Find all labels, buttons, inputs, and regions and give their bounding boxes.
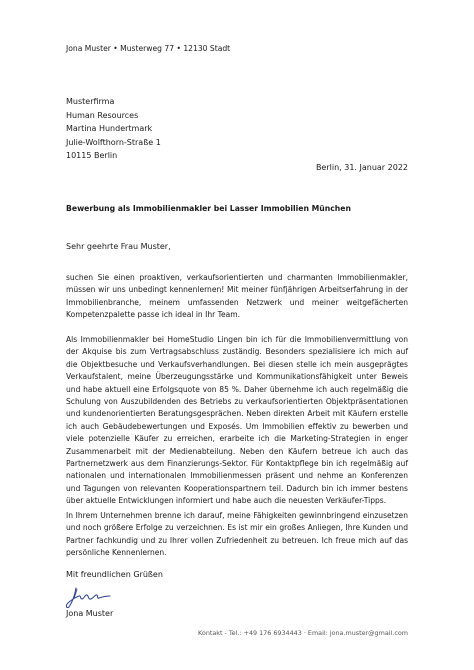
recipient-department: Human Resources xyxy=(66,110,139,120)
handwritten-signature xyxy=(64,585,114,611)
letter-subject: Bewerbung als Immobilienmakler bei Lasser Immobilien München xyxy=(66,204,351,213)
sender-address-line: Jona Muster • Musterweg 77 • 12130 Stadt xyxy=(66,44,231,53)
recipient-street: Julie-Wolfthorn-Straße 1 xyxy=(66,137,161,147)
salutation: Sehr geehrte Frau Muster, xyxy=(66,242,171,251)
closing-phrase: Mit freundlichen Grüßen xyxy=(66,570,163,579)
body-paragraph-outlook: In Ihrem Unternehmen brenne ich darauf, meine Fähigkeiten gewinnbringend einzusetzen und noch größere Erfolge zu verzeichnen. Es ist mir ein großes Anliegen, Ihre Kunden und Partner fachkundig und zu Ihrer vollen Zufriedenheit zu betreuen. Ich freue mich auf das persönliche Kennenlernen. xyxy=(66,511,408,558)
letter-date: Berlin, 31. Januar 2022 xyxy=(315,163,408,172)
recipient-contact: Martina Hundertmark xyxy=(66,124,153,134)
recipient-address-block xyxy=(66,95,161,163)
body-paragraph-intro: suchen Sie einen proaktiven, verkaufsorientierten und charmanten Immobilienmakler, müssen wir uns unbedingt kennenlernen! Mit meiner fünfjährigen Arbeitserfahrung in der Immobilienbranche, meinem umfassenden Netzwerk und meiner weitgefächerten Kompetenzpalette passe ich ideal in Ihr Team. xyxy=(66,273,408,320)
recipient-company: Musterfirma xyxy=(66,97,115,106)
signer-name: Jona Muster xyxy=(66,609,114,618)
body-paragraph-experience: Als Immobilienmakler bei HomeStudio Lingen bin ich für die Immobilienvermittlung von der Akquise bis zum Vertragsabschluss zuständig. Besonders spezialisiere ich mich auf die Objektbesuche und Verkaufsverhandlungen. Bei diesen stelle ich mein ausgeprägtes Verkaufstalent, meine Überzeugungsstärke und Kommunikationsfähigkeit unter Beweis und habe aktuell eine Erfolgsquote von 85 %. Daher übernehme ich auch regelmäßig die Schulung von Auszubildenden des Betriebs zu verkaufsorientierten Objektpräsentationen und kundenorientierten Beratungsgesprächen. Neben direkten Arbeit mit Käufern erstelle ich auch Gebäudebewertungen und Exposés. Um Immobilien effektiv zu bewerben und viele potenzielle Käufer zu erreichen, erarbeite ich die Marketing-Strategien in enger Zusammenarbeit mit der Medienabteilung. Neben den Käufern betreue ich auch das Partnernetzwerk aus dem Finanzierungs-Sektor. Für Kontaktpflege bin ich regelmäßig auf nationalen und internationalen Immobilienmessen präsent und nehme an Konferenzen und Tagungen von relevanten Kooperationspartnern teil. Dadurch bin ich immer bestens über aktuelle Entwicklungen informiert und habe auch die neuesten Verkäufer-Tipps. xyxy=(66,335,408,506)
contact-footer: Kontakt - Tel.: +49 176 6934443 · Email: jona.muster@gmail.com xyxy=(198,629,408,637)
recipient-city: 10115 Berlin xyxy=(66,151,118,161)
